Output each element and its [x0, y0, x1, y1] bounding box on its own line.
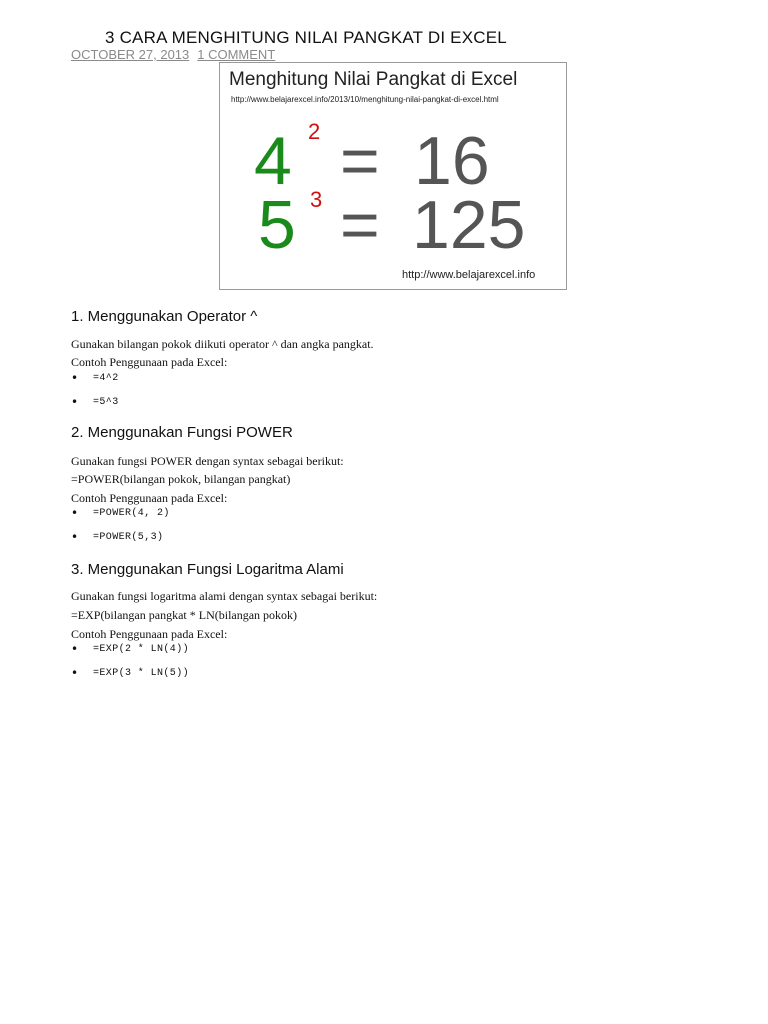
figure-result-1: 16	[414, 123, 490, 199]
code-snippet: =EXP(3 * LN(5))	[93, 668, 190, 679]
section-1-example-label: Contoh Penggunaan pada Excel:	[71, 355, 228, 369]
section-3-description: Gunakan fungsi logaritma alami dengan syntax sebagai berikut:	[71, 589, 378, 603]
figure-url-top: http://www.belajarexcel.info/2013/10/menghitung-nilai-pangkat-di-excel.html	[231, 95, 499, 104]
section-3-example-label: Contoh Penggunaan pada Excel:	[71, 627, 228, 641]
section-3-syntax: =EXP(bilangan pangkat * LN(bilangan pokok)	[71, 608, 298, 622]
code-snippet: =POWER(5,3)	[93, 532, 164, 543]
section-1-description: Gunakan bilangan pokok diikuti operator ^ dan angka pangkat.	[71, 337, 374, 351]
section-2-example-label: Contoh Penggunaan pada Excel:	[71, 491, 228, 505]
section-2-description: Gunakan fungsi POWER dengan syntax sebagai berikut:	[71, 454, 344, 468]
post-title: 3 CARA MENGHITUNG NILAI PANGKAT DI EXCEL	[105, 28, 507, 47]
figure-equals-2: =	[340, 187, 380, 263]
figure-base-1: 4	[254, 123, 292, 199]
code-snippet: =POWER(4, 2)	[93, 508, 170, 519]
bullet-icon: •	[71, 395, 79, 409]
section-2-heading: 2. Menggunakan Fungsi POWER	[71, 424, 293, 441]
code-snippet: =4^2	[93, 373, 119, 384]
figure-base-2: 5	[258, 187, 296, 263]
post-date-link[interactable]: OCTOBER 27, 2013	[71, 47, 190, 62]
bullet-icon: •	[71, 642, 79, 656]
bullet-icon: •	[71, 666, 79, 680]
figure-exponent-1: 2	[308, 119, 321, 144]
code-snippet: =5^3	[93, 397, 119, 408]
figure-result-2: 125	[412, 187, 526, 263]
figure-title: Menghitung Nilai Pangkat di Excel	[229, 69, 518, 90]
section-1-heading: 1. Menggunakan Operator ^	[71, 308, 258, 325]
illustration-image	[219, 62, 567, 290]
figure-exponent-2: 3	[310, 187, 323, 212]
bullet-icon: •	[71, 530, 79, 544]
section-2-syntax: =POWER(bilangan pokok, bilangan pangkat)	[71, 472, 291, 486]
bullet-icon: •	[71, 506, 79, 520]
code-snippet: =EXP(2 * LN(4))	[93, 644, 190, 655]
figure-equals-1: =	[340, 123, 380, 199]
bullet-icon: •	[71, 371, 79, 385]
post-meta	[71, 47, 275, 62]
comments-link[interactable]: 1 COMMENT	[197, 47, 276, 62]
figure-url-bottom: http://www.belajarexcel.info	[402, 269, 536, 281]
section-3-heading: 3. Menggunakan Fungsi Logaritma Alami	[71, 561, 344, 578]
